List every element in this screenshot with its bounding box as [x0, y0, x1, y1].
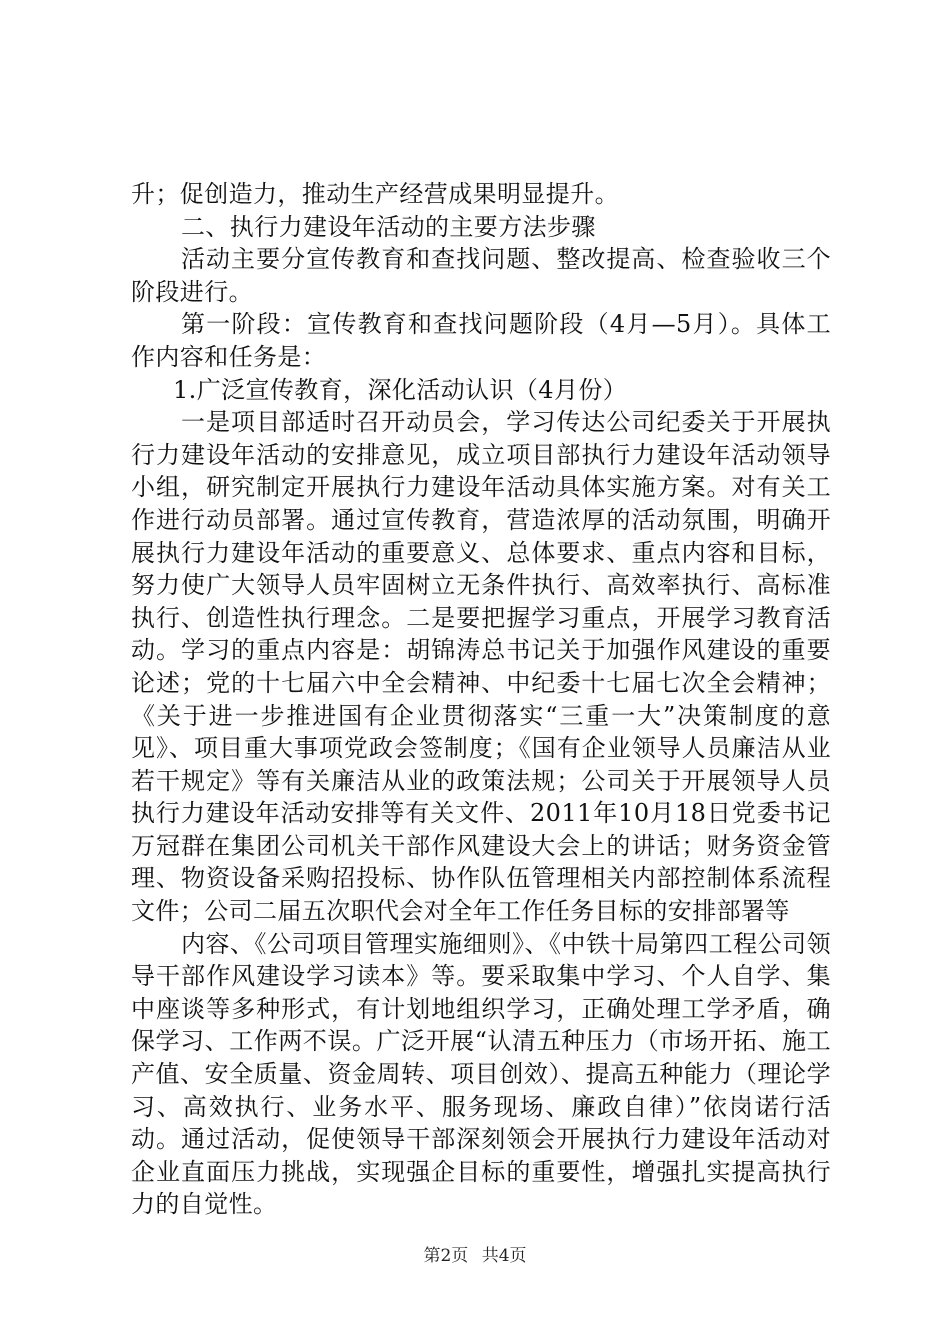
page-footer [0, 1246, 950, 1266]
list-item-1: 1.广泛宣传教育，深化活动认识（4月份） [173, 375, 628, 404]
section-heading-2: 二、执行力建设年活动的主要方法步骤 [181, 212, 596, 241]
paragraph-continuation: 升；促创造力，推动生产经营成果明显提升。 [131, 180, 619, 208]
paragraph-activity-stages: 活动主要分宣传教育和查找问题、整改提高、检查验收三个阶段进行。 [131, 245, 831, 306]
paragraph-stage-one: 第一阶段：宣传教育和查找问题阶段（4月—5月）。具体工作内容和任务是： [131, 310, 831, 371]
paragraph-mobilization: 一是项目部适时召开动员会，学习传达公司纪委关于开展执行力建设年活动的安排意见，成立项目部执行力建设年活动领导小组，研究制定开展执行力建设年活动具体实施方案。对有关工作进行动员部署。通过宣传教育，营造浓厚的活动氛围，明确开展执行力建设年活动的重要意义、总体要求、重点内容和目标，努力使广大领导人员牢固树立无条件执行、高效率执行、高标准执行、创造性执行理念。二是要把握学习重点，开展学习教育活动。学习的重点内容是：胡锦涛总书记关于加强作风建设的重要论述；党的十七届六中全会精神、中纪委十七届七次全会精神；《关于进一步推进国有企业贯彻落实“三重一大”决策制度的意见》、项目重大事项党政会签制度；《国有企业领导人员廉洁从业若干规定》等有关廉洁从业的政策法规；公司关于开展领导人员执行力建设年活动安排等有关文件、2011年10月18日党委书记万冠群在集团公司机关干部作风建设大会上的讲话；财务资金管理、物资设备采购招投标、协作队伍管理相关内部控制体系流程文件；公司二届五次职代会对全年工作任务目标的安排部署等 [131, 408, 831, 926]
page-number: 第2页 [423, 1246, 469, 1266]
document-body [131, 178, 831, 1221]
paragraph-study-content: 内容、《公司项目管理实施细则》、《中铁十局第四工程公司领导干部作风建设学习读本》等。要采取集中学习、个人自学、集中座谈等多种形式，有计划地组织学习，正确处理工学矛盾，确保学习、工作两不误。广泛开展“认清五种压力（市场开拓、施工产值、安全质量、资金周转、项目创效）、提高五种能力（理论学习、高效执行、业务水平、服务现场、廉政自律）”依岗诺行活动。通过活动，促使领导干部深刻领会开展执行力建设年活动对企业直面压力挑战，实现强企目标的重要性，增强扎实提高执行力的自觉性。 [131, 929, 831, 1219]
page-total: 共4页 [481, 1246, 527, 1266]
